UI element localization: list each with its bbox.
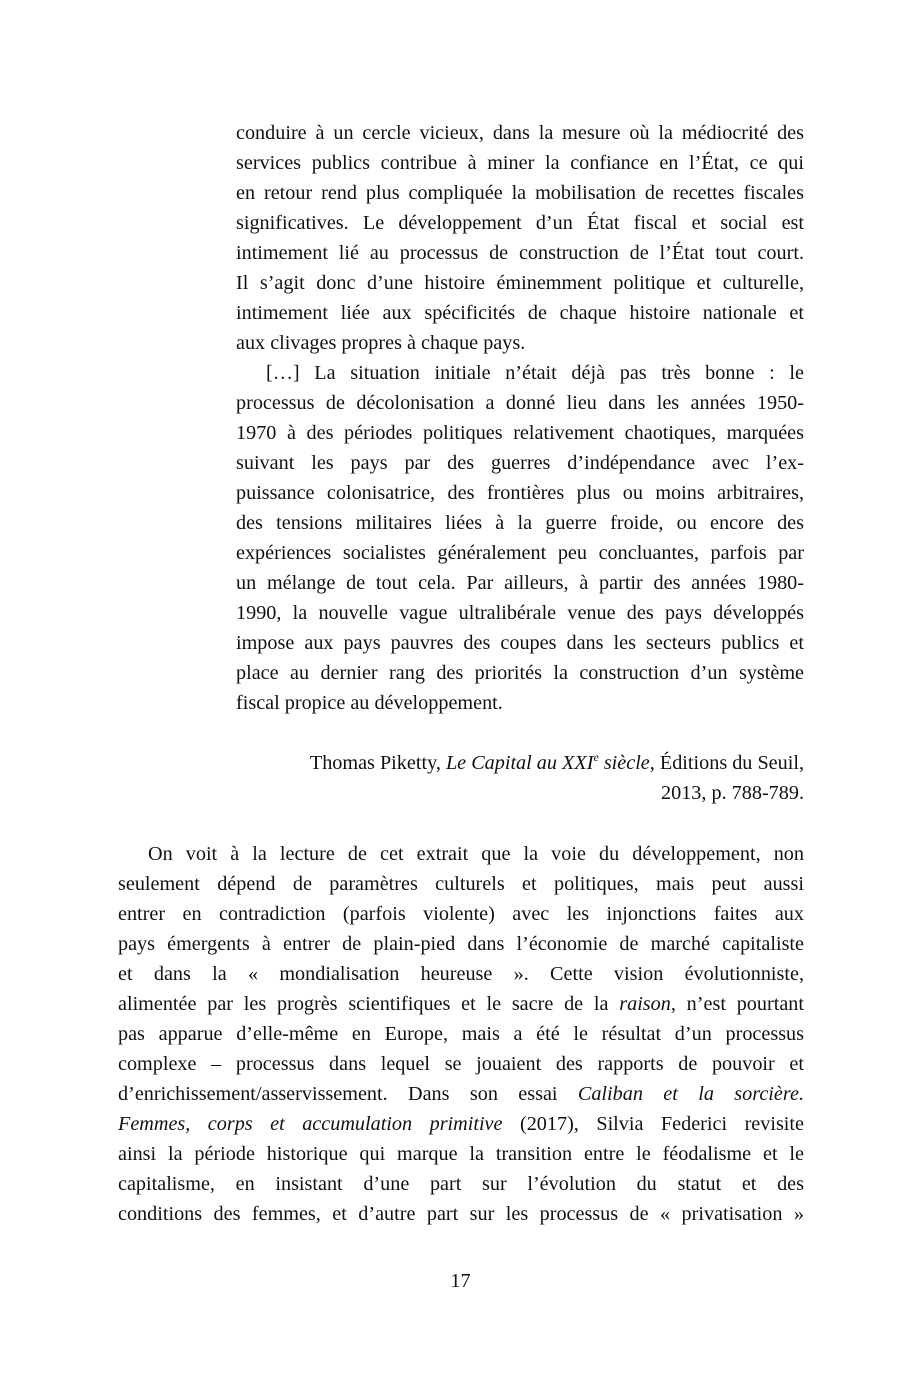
quote-line: 1990, la nouvelle vague ultralibérale venue des pays développés [236,602,804,624]
book-title: Caliban et la sorcière. [577,1083,804,1105]
quote-line: des tensions militaires liées à la guerre froide, ou encore des [236,512,804,534]
quote-line: intimement lié au processus de construction de l’État tout court. [236,242,804,264]
quote-line: expériences socialistes généralement peu concluantes, parfois par [236,542,804,564]
quote-line: impose aux pays pauvres des coupes dans les secteurs publics et [236,632,804,654]
body-line: pas apparue d’elle-même en Europe, mais a été le résultat d’un processus [118,1023,804,1045]
body-line: capitalisme, en insistant d’une part sur l’évolution du statut et des [118,1173,804,1195]
body-line: conditions des femmes, et d’autre part sur les processus de « privatisation » [118,1203,804,1225]
citation-author: Thomas Piketty, [309,752,446,774]
body-line: et dans la « mondialisation heureuse ». Cette vision évolutionniste, [118,963,804,985]
quote-line: place au dernier rang des priorités la construction d’un système [236,662,804,684]
quote-line: suivant les pays par des guerres d’indépendance avec l’ex- [236,452,804,474]
quote-line: un mélange de tout cela. Par ailleurs, à partir des années 1980- [236,572,804,594]
body-line: entrer en contradiction (parfois violente) avec les injonctions faites aux [118,903,804,925]
quote-line: fiscal propice au développement. [236,692,503,714]
quote-line: puissance colonisatrice, des frontières plus ou moins arbitraires, [236,482,804,504]
quote-line: aux clivages propres à chaque pays. [236,332,526,354]
emphasis-raison: raison [619,993,671,1015]
quote-line: significatives. Le développement d’un État fiscal et social est [236,212,804,234]
citation-title: Le Capital au XXIe siècle [445,750,650,774]
citation-publisher: , Éditions du Seuil, [649,752,804,774]
quote-line: services publics contribue à miner la confiance en l’État, ce qui [236,152,804,174]
quote-line: conduire à un cercle vicieux, dans la mesure où la médiocrité des [236,122,804,144]
quote-line: en retour rend plus compliquée la mobilisation de recettes fiscales [236,182,804,204]
body-line: Femmes, corps et accumulation primitive (2017), Silvia Federici revisite [118,1113,804,1135]
body-line: alimentée par les progrès scientifiques et le sacre de la raison, n’est pourtant [118,993,804,1015]
quote-line: intimement liée aux spécificités de chaque histoire nationale et [236,302,804,324]
page-number: 17 [450,1270,471,1292]
body-line: complexe – processus dans lequel se jouaient des rapports de pouvoir et [118,1053,804,1075]
quote-line: Il s’agit donc d’une histoire éminemment politique et culturelle, [236,272,804,294]
citation-line-1 [310,748,804,778]
book-title: Femmes, corps et accumulation primitive [118,1113,503,1135]
body-line: ainsi la période historique qui marque la transition entre le féodalisme et le [118,1143,804,1165]
quote-line: processus de décolonisation a donné lieu dans les années 1950- [236,392,804,414]
citation-line-2: 2013, p. 788-789. [661,782,804,804]
body-line: d’enrichissement/asservissement. Dans son essai Caliban et la sorcière. [118,1083,804,1105]
quote-line: […] La situation initiale n’était déjà pas très bonne : le [266,362,804,384]
body-line: pays émergents à entrer de plain-pied dans l’économie de marché capitaliste [118,933,804,955]
body-line: On voit à la lecture de cet extrait que la voie du développement, non [148,843,804,865]
quote-line: 1970 à des périodes politiques relativement chaotiques, marquées [236,422,804,444]
body-line: seulement dépend de paramètres culturels et politiques, mais peut aussi [118,873,804,895]
